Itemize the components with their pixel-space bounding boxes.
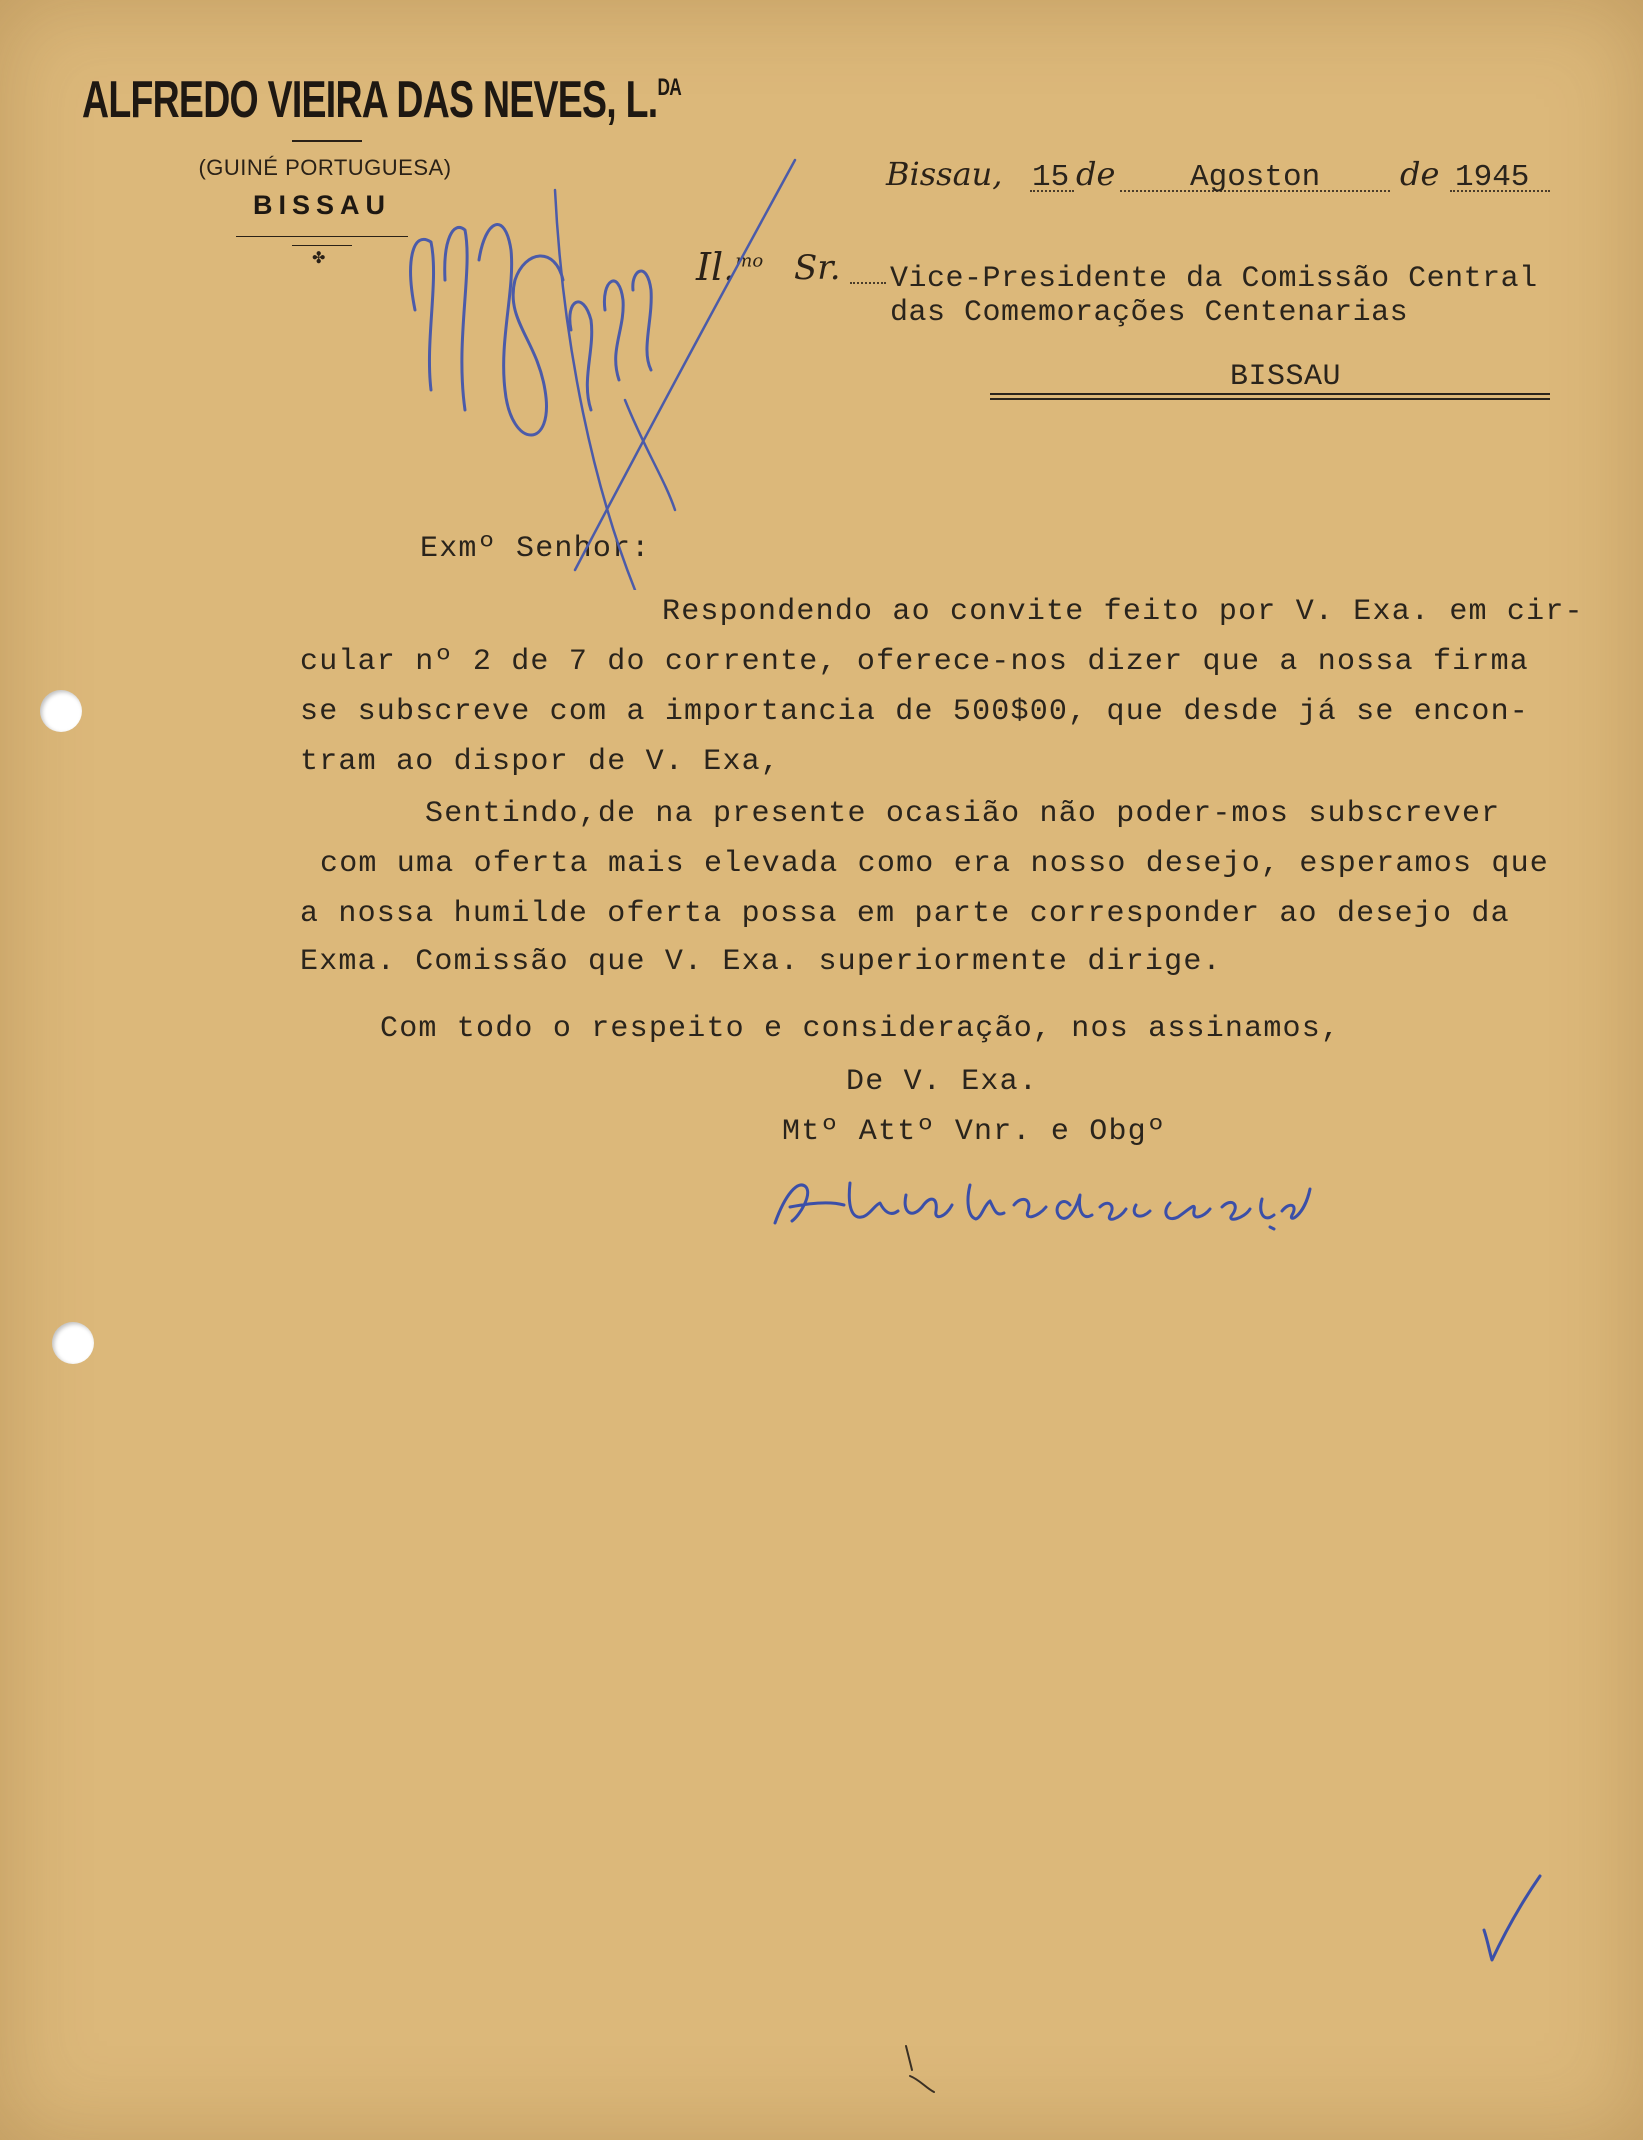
letterhead-city: BISSAU (252, 190, 391, 220)
company-suffix: DA (657, 74, 682, 101)
punch-hole (52, 1322, 94, 1364)
greeting: Exmº Senhor: (420, 532, 651, 566)
letterhead-rule (292, 140, 362, 142)
date-de-1: de (1076, 155, 1116, 193)
pencil-tick-icon (900, 2040, 940, 2100)
letterhead-company-name: ALFREDO VIEIRA DAS NEVES, L.$^{DA}$ (82, 71, 682, 129)
date-month: Agoston (1190, 160, 1321, 195)
body-line: Respondendo ao convite feito por V. Exa. em cir- (662, 595, 1584, 629)
body-line: cular nº 2 de 7 do corrente, oferece-nos dizer que a nossa firma (300, 645, 1529, 679)
date-day: 15 (1032, 160, 1070, 195)
addressee-underline (990, 398, 1550, 400)
addressee-title: Sr. (794, 248, 841, 288)
addressee-line-2: das Comemorações Centenarias (890, 296, 1409, 330)
addressee-underline (990, 393, 1550, 395)
letterhead-rule (236, 236, 408, 237)
body-line: com uma oferta mais elevada como era nosso desejo, esperamos que (320, 847, 1549, 881)
date-place: Bissau, (886, 155, 1003, 193)
letterhead-ornament-icon: ✤ (312, 248, 326, 267)
date-year: 1945 (1455, 160, 1530, 195)
company-signature (770, 1165, 1330, 1235)
body-line: Sentindo,de na presente ocasião não poder-mos subscrever (425, 797, 1501, 831)
letterhead-country: (GUINÉ PORTUGUESA) (198, 155, 452, 180)
body-line: Exma. Comissão que V. Exa. superiormente dirige. (300, 945, 1222, 979)
body-line: a nossa humilde oferta possa em parte corresponder ao desejo da (300, 897, 1510, 931)
letterhead-rule (292, 245, 352, 246)
check-mark-icon (1476, 1870, 1546, 1970)
dotted-rule (850, 282, 886, 284)
closing-line: De V. Exa. (846, 1065, 1039, 1099)
handwritten-initials-mark (395, 150, 815, 590)
addressee-prefix: Il.$^{mo}$ (696, 245, 764, 289)
body-line: tram ao dispor de V. Exa, (300, 745, 781, 779)
body-line: se subscreve com a importancia de 500$00, que desde já se encon- (300, 695, 1529, 729)
date-de-2: de (1400, 155, 1440, 193)
closing-line: Mtº Attº Vnr. e Obgº (782, 1115, 1167, 1149)
addressee-line-1: Vice-Presidente da Comissão Central (890, 262, 1538, 296)
punch-hole (40, 690, 82, 732)
closing-line: Com todo o respeito e consideração, nos assinamos, (380, 1012, 1341, 1046)
addressee-line-3: BISSAU (1230, 360, 1342, 394)
